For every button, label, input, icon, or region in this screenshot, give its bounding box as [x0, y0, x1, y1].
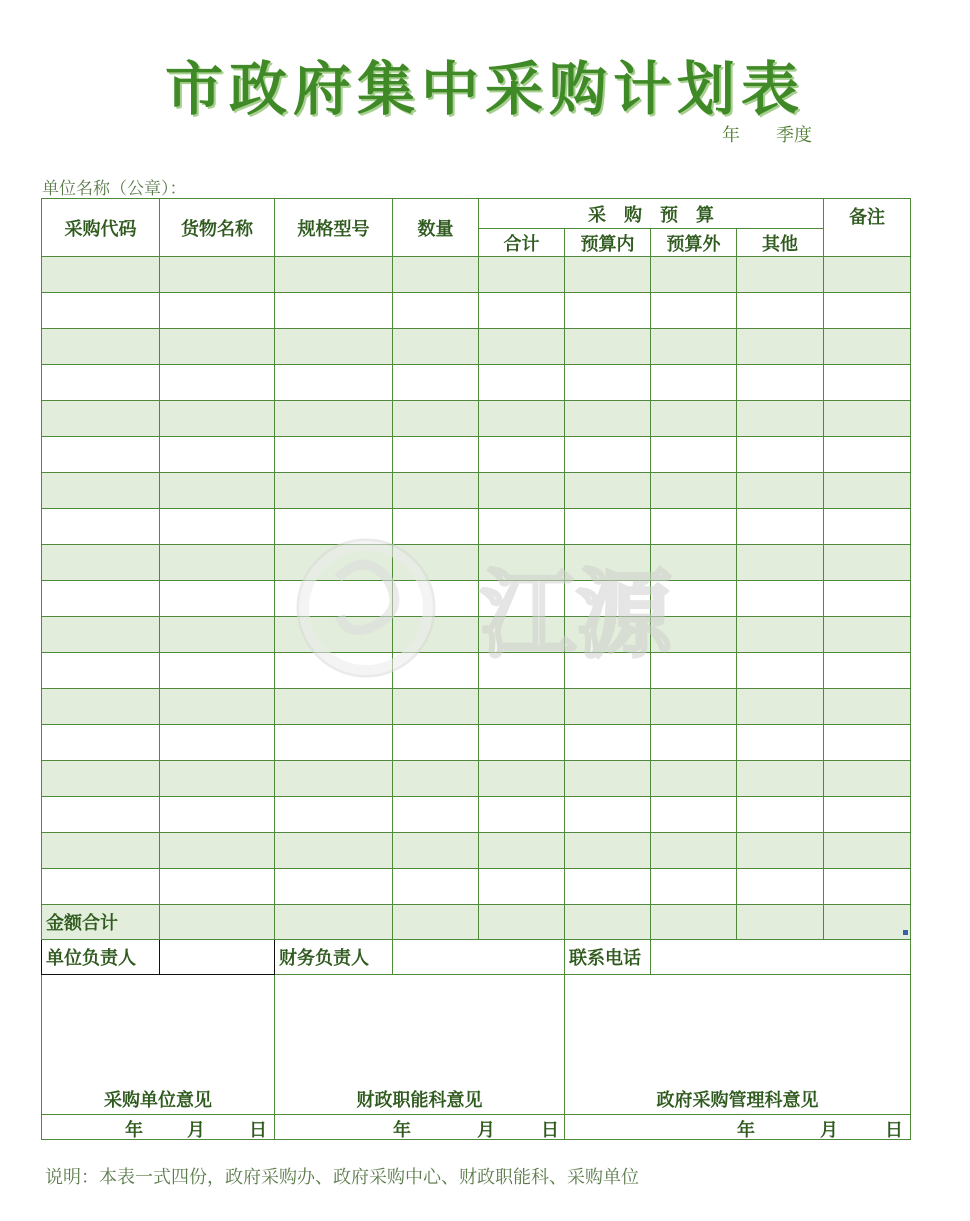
purchaser-opinion-box[interactable]: 采购单位意见: [42, 975, 275, 1115]
table-cell[interactable]: [824, 329, 911, 365]
finance-head-label: 财务负责人: [275, 940, 393, 975]
table-cell[interactable]: [42, 797, 160, 833]
table-cell[interactable]: [565, 581, 651, 617]
phone-field[interactable]: [651, 940, 911, 975]
table-cell[interactable]: [651, 509, 737, 545]
table-cell[interactable]: [651, 833, 737, 869]
table-cell[interactable]: [737, 761, 824, 797]
table-row: [42, 293, 911, 329]
table-cell[interactable]: [42, 257, 160, 293]
page-title: 市政府集中采购计划表: [164, 55, 805, 123]
procurement-plan-table: [41, 198, 911, 1140]
table-cell[interactable]: [565, 257, 651, 293]
table-cell[interactable]: [651, 869, 737, 905]
table-cell[interactable]: [651, 437, 737, 473]
table-cell[interactable]: [824, 653, 911, 689]
table-cell[interactable]: [737, 365, 824, 401]
table-cell[interactable]: [479, 617, 565, 653]
signatory-row: [42, 940, 911, 975]
table-cell[interactable]: [160, 329, 275, 365]
table-cell[interactable]: [824, 761, 911, 797]
date-month-label: 月: [187, 1120, 205, 1140]
unit-name-label: 单位名称（公章）：: [42, 179, 187, 199]
table-cell[interactable]: [479, 437, 565, 473]
total-cell[interactable]: [275, 905, 393, 940]
table-row: [42, 545, 911, 581]
table-cell[interactable]: [824, 869, 911, 905]
table-cell[interactable]: [565, 869, 651, 905]
table-cell[interactable]: [651, 617, 737, 653]
table-row: [42, 473, 911, 509]
header-budget: 采 购 预 算: [479, 199, 824, 229]
table-cell[interactable]: [393, 365, 479, 401]
table-row: [42, 329, 911, 365]
table-cell[interactable]: [275, 581, 393, 617]
table-row: [42, 869, 911, 905]
table-cell[interactable]: [275, 401, 393, 437]
table-cell[interactable]: [651, 653, 737, 689]
table-cell[interactable]: [824, 545, 911, 581]
header-spec: 规格型号: [275, 199, 393, 257]
table-cell[interactable]: [824, 689, 911, 725]
table-cell[interactable]: [160, 833, 275, 869]
table-cell[interactable]: [565, 473, 651, 509]
season-label: 季度: [776, 125, 812, 146]
total-cell[interactable]: [737, 905, 824, 940]
table-row: [42, 257, 911, 293]
unit-head-label: 单位负责人: [42, 940, 160, 975]
table-cell[interactable]: [651, 545, 737, 581]
table-cell[interactable]: [737, 725, 824, 761]
table-cell[interactable]: [160, 797, 275, 833]
table-cell[interactable]: [565, 833, 651, 869]
date-year-label: 年: [125, 1120, 143, 1140]
table-cell[interactable]: [565, 365, 651, 401]
table-cell[interactable]: [824, 401, 911, 437]
table-cell[interactable]: [824, 617, 911, 653]
table-cell[interactable]: [824, 473, 911, 509]
finance-opinion-box[interactable]: 财政职能科意见: [275, 975, 565, 1115]
date-month-label: 月: [477, 1120, 495, 1140]
table-cell[interactable]: [42, 689, 160, 725]
table-cell[interactable]: [479, 401, 565, 437]
total-cell[interactable]: [651, 905, 737, 940]
procurement-date[interactable]: [565, 1115, 911, 1140]
table-cell[interactable]: [479, 761, 565, 797]
table-cell[interactable]: [651, 725, 737, 761]
table-cell[interactable]: [737, 437, 824, 473]
table-cell[interactable]: [651, 761, 737, 797]
table-cell[interactable]: [42, 617, 160, 653]
table-row: [42, 761, 911, 797]
subheader-out-budget: 预算外: [651, 229, 737, 257]
table-cell[interactable]: [275, 797, 393, 833]
table-cell[interactable]: [393, 329, 479, 365]
table-cell[interactable]: [565, 761, 651, 797]
table-cell[interactable]: [479, 581, 565, 617]
table-cell[interactable]: [479, 293, 565, 329]
table-cell[interactable]: [160, 869, 275, 905]
date-month-label: 月: [820, 1120, 838, 1140]
date-year-label: 年: [393, 1120, 411, 1140]
table-cell[interactable]: [479, 257, 565, 293]
table-cell[interactable]: [393, 689, 479, 725]
opinions-row: [42, 975, 911, 1115]
table-cell[interactable]: [275, 869, 393, 905]
table-row: [42, 689, 911, 725]
table-cell[interactable]: [393, 509, 479, 545]
table-cell[interactable]: [824, 365, 911, 401]
table-cell[interactable]: [737, 545, 824, 581]
header-goods: 货物名称: [160, 199, 275, 257]
table-cell[interactable]: [479, 869, 565, 905]
total-cell[interactable]: [393, 905, 479, 940]
finance-head-field[interactable]: [393, 940, 565, 975]
table-cell[interactable]: [737, 869, 824, 905]
date-year-label: 年: [737, 1120, 755, 1140]
table-cell[interactable]: [737, 833, 824, 869]
table-cell[interactable]: [275, 617, 393, 653]
table-cell[interactable]: [275, 293, 393, 329]
date-row: [42, 1115, 911, 1140]
table-cell[interactable]: [565, 653, 651, 689]
table-cell[interactable]: [824, 833, 911, 869]
table-cell[interactable]: [824, 257, 911, 293]
table-cell[interactable]: [275, 473, 393, 509]
year-label: 年: [722, 125, 740, 146]
table-cell[interactable]: [42, 869, 160, 905]
table-cell[interactable]: [42, 545, 160, 581]
table-cell[interactable]: [565, 329, 651, 365]
table-cell[interactable]: [651, 401, 737, 437]
table-cell[interactable]: [479, 689, 565, 725]
table-cell[interactable]: [479, 509, 565, 545]
table-cell[interactable]: [42, 401, 160, 437]
table-cell[interactable]: [393, 869, 479, 905]
table-cell[interactable]: [42, 293, 160, 329]
table-cell[interactable]: [42, 329, 160, 365]
table-cell[interactable]: [160, 365, 275, 401]
table-cell[interactable]: [651, 473, 737, 509]
table-cell[interactable]: [393, 545, 479, 581]
table-cell[interactable]: [393, 437, 479, 473]
corner-marker: [903, 930, 908, 935]
table-row: [42, 725, 911, 761]
footnote: 说明：本表一式四份，政府采购办、政府采购中心、财政职能科、采购单位: [45, 1167, 639, 1188]
watermark-text: 江源: [480, 559, 672, 671]
table-cell[interactable]: [160, 581, 275, 617]
table-cell[interactable]: [651, 689, 737, 725]
table-cell[interactable]: [737, 797, 824, 833]
table-cell[interactable]: [737, 473, 824, 509]
total-cell[interactable]: [824, 905, 911, 940]
table-cell[interactable]: [275, 545, 393, 581]
table-cell[interactable]: [737, 401, 824, 437]
table-cell[interactable]: [651, 365, 737, 401]
header-qty: 数量: [393, 199, 479, 257]
table-row: [42, 617, 911, 653]
table-cell[interactable]: [737, 329, 824, 365]
table-cell[interactable]: [393, 833, 479, 869]
table-cell[interactable]: [393, 797, 479, 833]
table-row: [42, 365, 911, 401]
table-cell[interactable]: [651, 581, 737, 617]
date-day-label: 日: [249, 1120, 267, 1140]
table-cell[interactable]: [275, 437, 393, 473]
total-row: [42, 905, 911, 940]
table-cell[interactable]: [160, 689, 275, 725]
table-row: [42, 509, 911, 545]
table-cell[interactable]: [42, 365, 160, 401]
table-cell[interactable]: [824, 437, 911, 473]
table-cell[interactable]: [275, 689, 393, 725]
table-cell[interactable]: [565, 293, 651, 329]
table-cell[interactable]: [565, 437, 651, 473]
table-cell[interactable]: [393, 617, 479, 653]
date-day-label: 日: [885, 1120, 903, 1140]
table-cell[interactable]: [651, 257, 737, 293]
table-cell[interactable]: [737, 617, 824, 653]
table-row: [42, 833, 911, 869]
table-cell[interactable]: [651, 293, 737, 329]
table-cell[interactable]: [160, 437, 275, 473]
table-cell[interactable]: [393, 473, 479, 509]
total-cell[interactable]: [479, 905, 565, 940]
table-cell[interactable]: [737, 689, 824, 725]
table-cell[interactable]: [393, 581, 479, 617]
header-remark: 备注: [824, 199, 911, 257]
table-cell[interactable]: [824, 581, 911, 617]
table-cell[interactable]: [651, 797, 737, 833]
table-cell[interactable]: [737, 653, 824, 689]
table-cell[interactable]: [737, 509, 824, 545]
table-row: [42, 437, 911, 473]
table-cell[interactable]: [393, 401, 479, 437]
table-cell[interactable]: [565, 545, 651, 581]
table-row: [42, 581, 911, 617]
header-code: 采购代码: [42, 199, 160, 257]
total-cell[interactable]: [565, 905, 651, 940]
table-cell[interactable]: [160, 401, 275, 437]
table-cell[interactable]: [160, 617, 275, 653]
table-cell[interactable]: [479, 329, 565, 365]
year-season-line: [722, 121, 812, 147]
table-cell[interactable]: [737, 581, 824, 617]
subheader-total: 合计: [479, 229, 565, 257]
date-day-label: 日: [541, 1120, 559, 1140]
table-cell[interactable]: [393, 725, 479, 761]
table-cell[interactable]: [275, 833, 393, 869]
purchaser-date[interactable]: [42, 1115, 275, 1140]
table-cell[interactable]: [824, 725, 911, 761]
table-cell[interactable]: [160, 257, 275, 293]
table-cell[interactable]: [42, 509, 160, 545]
table-cell[interactable]: [565, 509, 651, 545]
table-cell[interactable]: [275, 365, 393, 401]
subheader-in-budget: 预算内: [565, 229, 651, 257]
table-cell[interactable]: [824, 293, 911, 329]
table-cell[interactable]: [42, 725, 160, 761]
table-cell[interactable]: [275, 653, 393, 689]
table-cell[interactable]: [479, 797, 565, 833]
table-cell[interactable]: [737, 293, 824, 329]
table-cell[interactable]: [160, 545, 275, 581]
table-cell[interactable]: [42, 581, 160, 617]
table-cell[interactable]: [479, 653, 565, 689]
table-cell[interactable]: [42, 653, 160, 689]
table-cell[interactable]: [275, 509, 393, 545]
table-cell[interactable]: [393, 653, 479, 689]
table-cell[interactable]: [160, 473, 275, 509]
table-cell[interactable]: [42, 437, 160, 473]
table-cell[interactable]: [479, 473, 565, 509]
total-cell[interactable]: [160, 905, 275, 940]
table-cell[interactable]: [42, 761, 160, 797]
table-cell[interactable]: [42, 473, 160, 509]
unit-head-field[interactable]: [160, 940, 275, 975]
table-cell[interactable]: [160, 725, 275, 761]
table-cell[interactable]: [565, 617, 651, 653]
table-cell[interactable]: [160, 653, 275, 689]
table-cell[interactable]: [737, 257, 824, 293]
table-cell[interactable]: [393, 293, 479, 329]
table-cell[interactable]: [393, 761, 479, 797]
table-cell[interactable]: [160, 761, 275, 797]
table-cell[interactable]: [479, 365, 565, 401]
table-cell[interactable]: [824, 509, 911, 545]
table-cell[interactable]: [160, 293, 275, 329]
table-cell[interactable]: [479, 833, 565, 869]
table-cell[interactable]: [651, 329, 737, 365]
table-cell[interactable]: [275, 329, 393, 365]
table-row: [42, 797, 911, 833]
procurement-opinion-box[interactable]: 政府采购管理科意见: [565, 975, 911, 1115]
table-cell[interactable]: [160, 509, 275, 545]
table-cell[interactable]: [565, 401, 651, 437]
table-cell[interactable]: [565, 797, 651, 833]
table-cell[interactable]: [275, 761, 393, 797]
total-row-label: 金额合计: [42, 905, 160, 940]
table-cell[interactable]: [479, 725, 565, 761]
table-cell[interactable]: [275, 725, 393, 761]
table-row: [42, 401, 911, 437]
table-cell[interactable]: [42, 833, 160, 869]
table-cell[interactable]: [479, 545, 565, 581]
table-cell[interactable]: [565, 689, 651, 725]
table-cell[interactable]: [565, 725, 651, 761]
table-cell[interactable]: [393, 257, 479, 293]
table-cell[interactable]: [275, 257, 393, 293]
finance-date[interactable]: [275, 1115, 565, 1140]
table-row: [42, 653, 911, 689]
phone-label: 联系电话: [565, 940, 651, 975]
subheader-other: 其他: [737, 229, 824, 257]
table-cell[interactable]: [824, 797, 911, 833]
